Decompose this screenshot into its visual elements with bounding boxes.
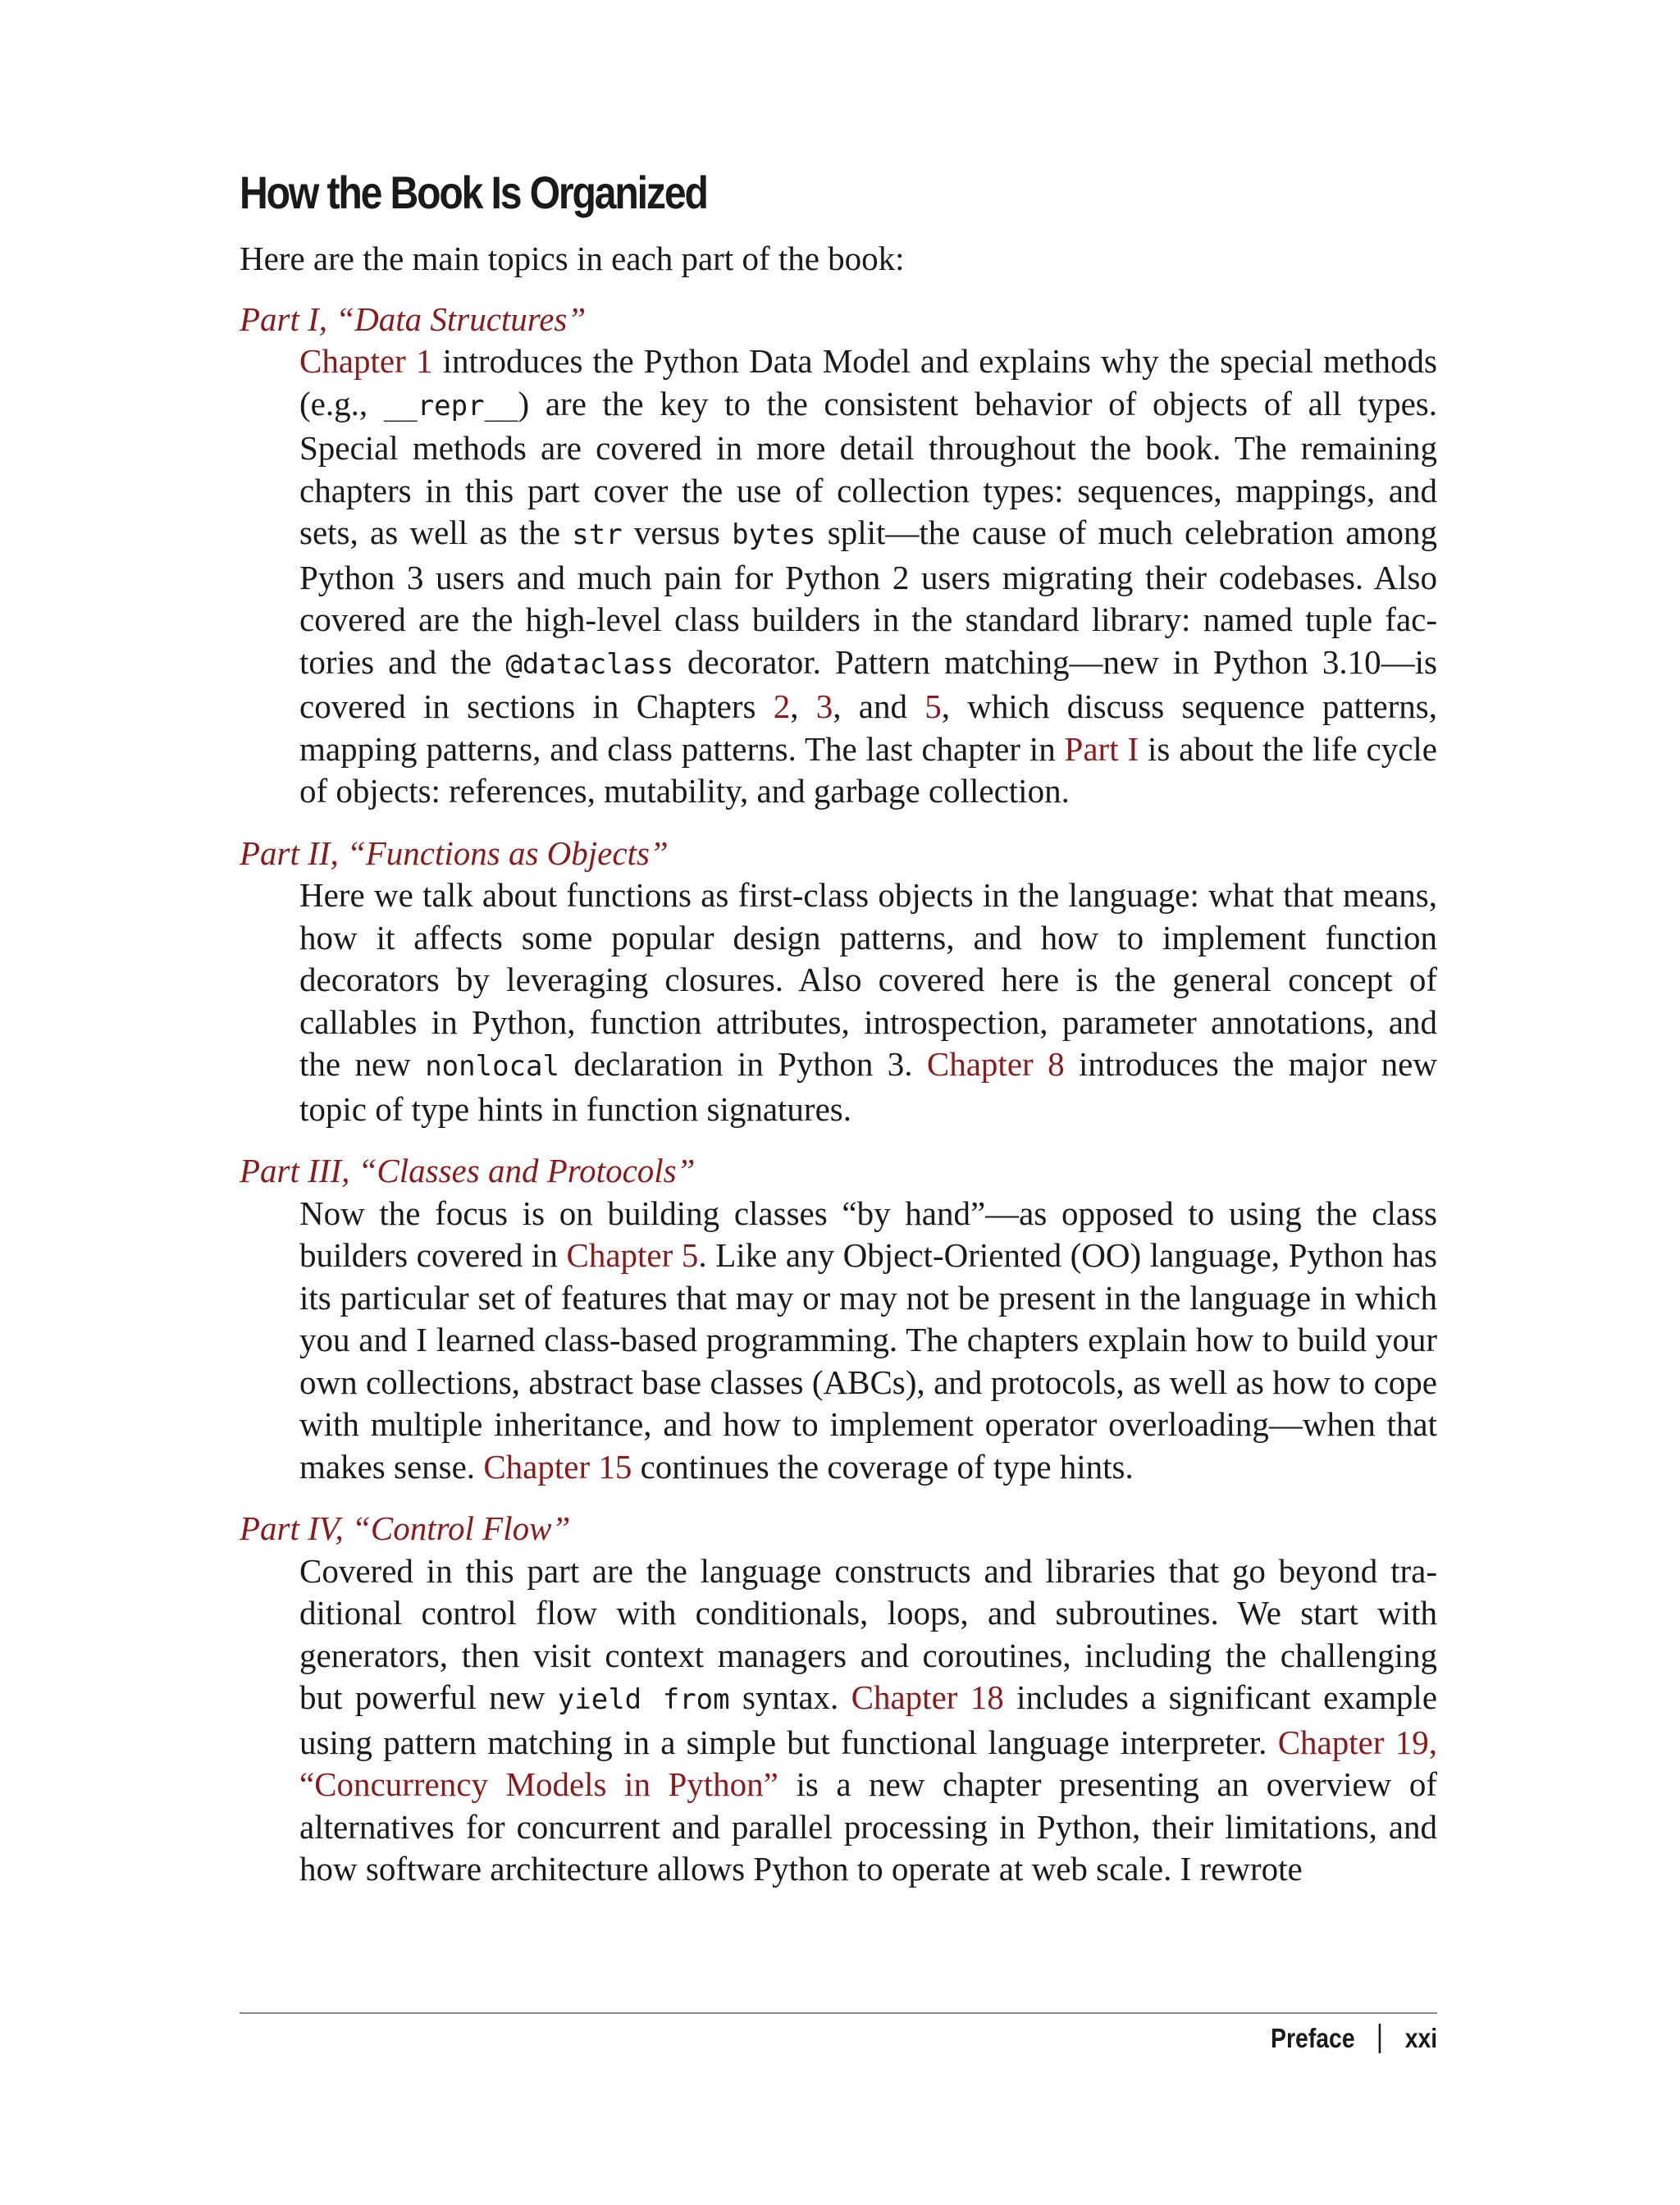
intro-paragraph: Here are the main topics in each part of the book: — [240, 240, 905, 277]
body-text: split—the cause of much celebration among Python 3 users and much pain for Python 2 users migrating their codebases. Also covered are the high-level class builders in the standard library: named tuple factories and the — [299, 514, 1438, 681]
footer-separator — [1379, 2024, 1381, 2053]
body-text: declaration in Python 3. — [559, 1045, 927, 1083]
body-text: Now the focus is on building classes “by hand”—as opposed to using the class builders covered in — [299, 1194, 1437, 1274]
body-text: decorator. Pattern matching—new in Python 3.10—is covered in sections in Chapters — [299, 642, 1437, 725]
part-3 — [240, 1150, 1437, 1488]
body-text: includes a significant example using pattern matching in a simple but functional language interpreter. — [299, 1678, 1438, 1761]
inline-code: __repr__ — [383, 389, 518, 422]
body-text: introduces the Python Data Model and explains why the special methods (e.g., — [299, 342, 1437, 422]
cross-reference-link[interactable]: Chapter 18 — [851, 1678, 1004, 1716]
part-title[interactable]: Part III, “Classes and Protocols” — [240, 1152, 696, 1189]
page-number: xxi — [1404, 2023, 1437, 2053]
cross-reference-link[interactable]: Chapter 1 — [299, 342, 433, 380]
section-title: How the Book Is Organized — [240, 167, 707, 218]
inline-code: bytes — [732, 518, 816, 551]
footer-section-label: Preface — [1270, 2023, 1355, 2053]
body-text: versus — [622, 514, 733, 551]
cross-reference-link[interactable]: 5 — [924, 687, 942, 725]
body-text: Here we talk about functions as first-class objects in the language: what that means, how it affects some popular design patterns, and how to implement function decorators by leveraging closures. Also covered here is the general concept of callables in Python, function attributes, introspection, parameter annotations, and the new — [299, 876, 1437, 1083]
inline-code: nonlocal — [425, 1050, 559, 1083]
cross-reference-link[interactable]: Chapter 15 — [483, 1447, 632, 1486]
page-content — [240, 164, 1437, 1911]
cross-reference-link[interactable]: 2 — [773, 687, 791, 725]
part-description — [299, 874, 1437, 1130]
body-text: continues the coverage of type hints. — [632, 1447, 1134, 1486]
footer-divider — [240, 2012, 1437, 2014]
part-description — [299, 1550, 1437, 1891]
body-text: Covered in this part are the language constructs and libraries that go beyond traditional control flow with conditionals, loops, and subroutines. We start with generators, then visit context managers and coroutines, including the challenging but powerful new — [299, 1551, 1437, 1716]
part-1 — [240, 299, 1437, 813]
page-footer — [1271, 2023, 1437, 2054]
part-description — [299, 340, 1437, 813]
body-text: , which discuss sequence patterns, mapping patterns, and class patterns. The last chapter in — [299, 687, 1438, 768]
part-description — [299, 1193, 1437, 1489]
body-text: . Like any Object-Oriented (OO) language, Python has its particular set of features that may or may not be present in the language in which you and I learned class-based programming. The chapters explain how to build your own collections, abstract base classes (ABCs), and protocols, as well as how to cope with multiple inheritance, and how to implement operator overloading—when that makes sense. — [299, 1236, 1437, 1486]
body-text: syntax. — [729, 1678, 851, 1716]
inline-code: @dataclass — [505, 647, 674, 681]
part-2 — [240, 833, 1437, 1131]
part-4 — [240, 1508, 1437, 1891]
part-title[interactable]: Part II, “Functions as Objects” — [240, 833, 669, 872]
body-text: , and — [833, 687, 925, 725]
cross-reference-link[interactable]: Chapter 19, “Concurrency Models in Python” — [299, 1723, 1437, 1803]
inline-code: yield from — [557, 1683, 730, 1716]
body-text: ) are the key to the consistent behavior of objects of all types. Special methods are covered in more detail throughout the book. The remaining chapters in this part cover the use of collection types: sequences, mappings, and sets, as well as the — [299, 384, 1437, 551]
part-title[interactable]: Part I, “Data Structures” — [240, 299, 587, 338]
cross-reference-link[interactable]: Chapter 8 — [926, 1045, 1065, 1083]
cross-reference-link[interactable]: Part I — [1064, 729, 1139, 768]
cross-reference-link[interactable]: 3 — [815, 687, 833, 725]
body-text: is about the life cycle of objects: references, mutability, and garbage collection. — [299, 729, 1437, 810]
body-text: , — [790, 687, 816, 725]
body-text: introduces the major new topic of type hints in function signatures. — [299, 1045, 1437, 1128]
cross-reference-link[interactable]: Chapter 5 — [566, 1236, 699, 1274]
inline-code: str — [572, 518, 623, 551]
body-text: is a new chapter presenting an overview of alternatives for concurrent and parallel processing in Python, their limitations, and how software architecture allows Python to operate at web scale. I rewrote — [299, 1765, 1437, 1888]
part-title[interactable]: Part IV, “Control Flow” — [240, 1509, 571, 1547]
